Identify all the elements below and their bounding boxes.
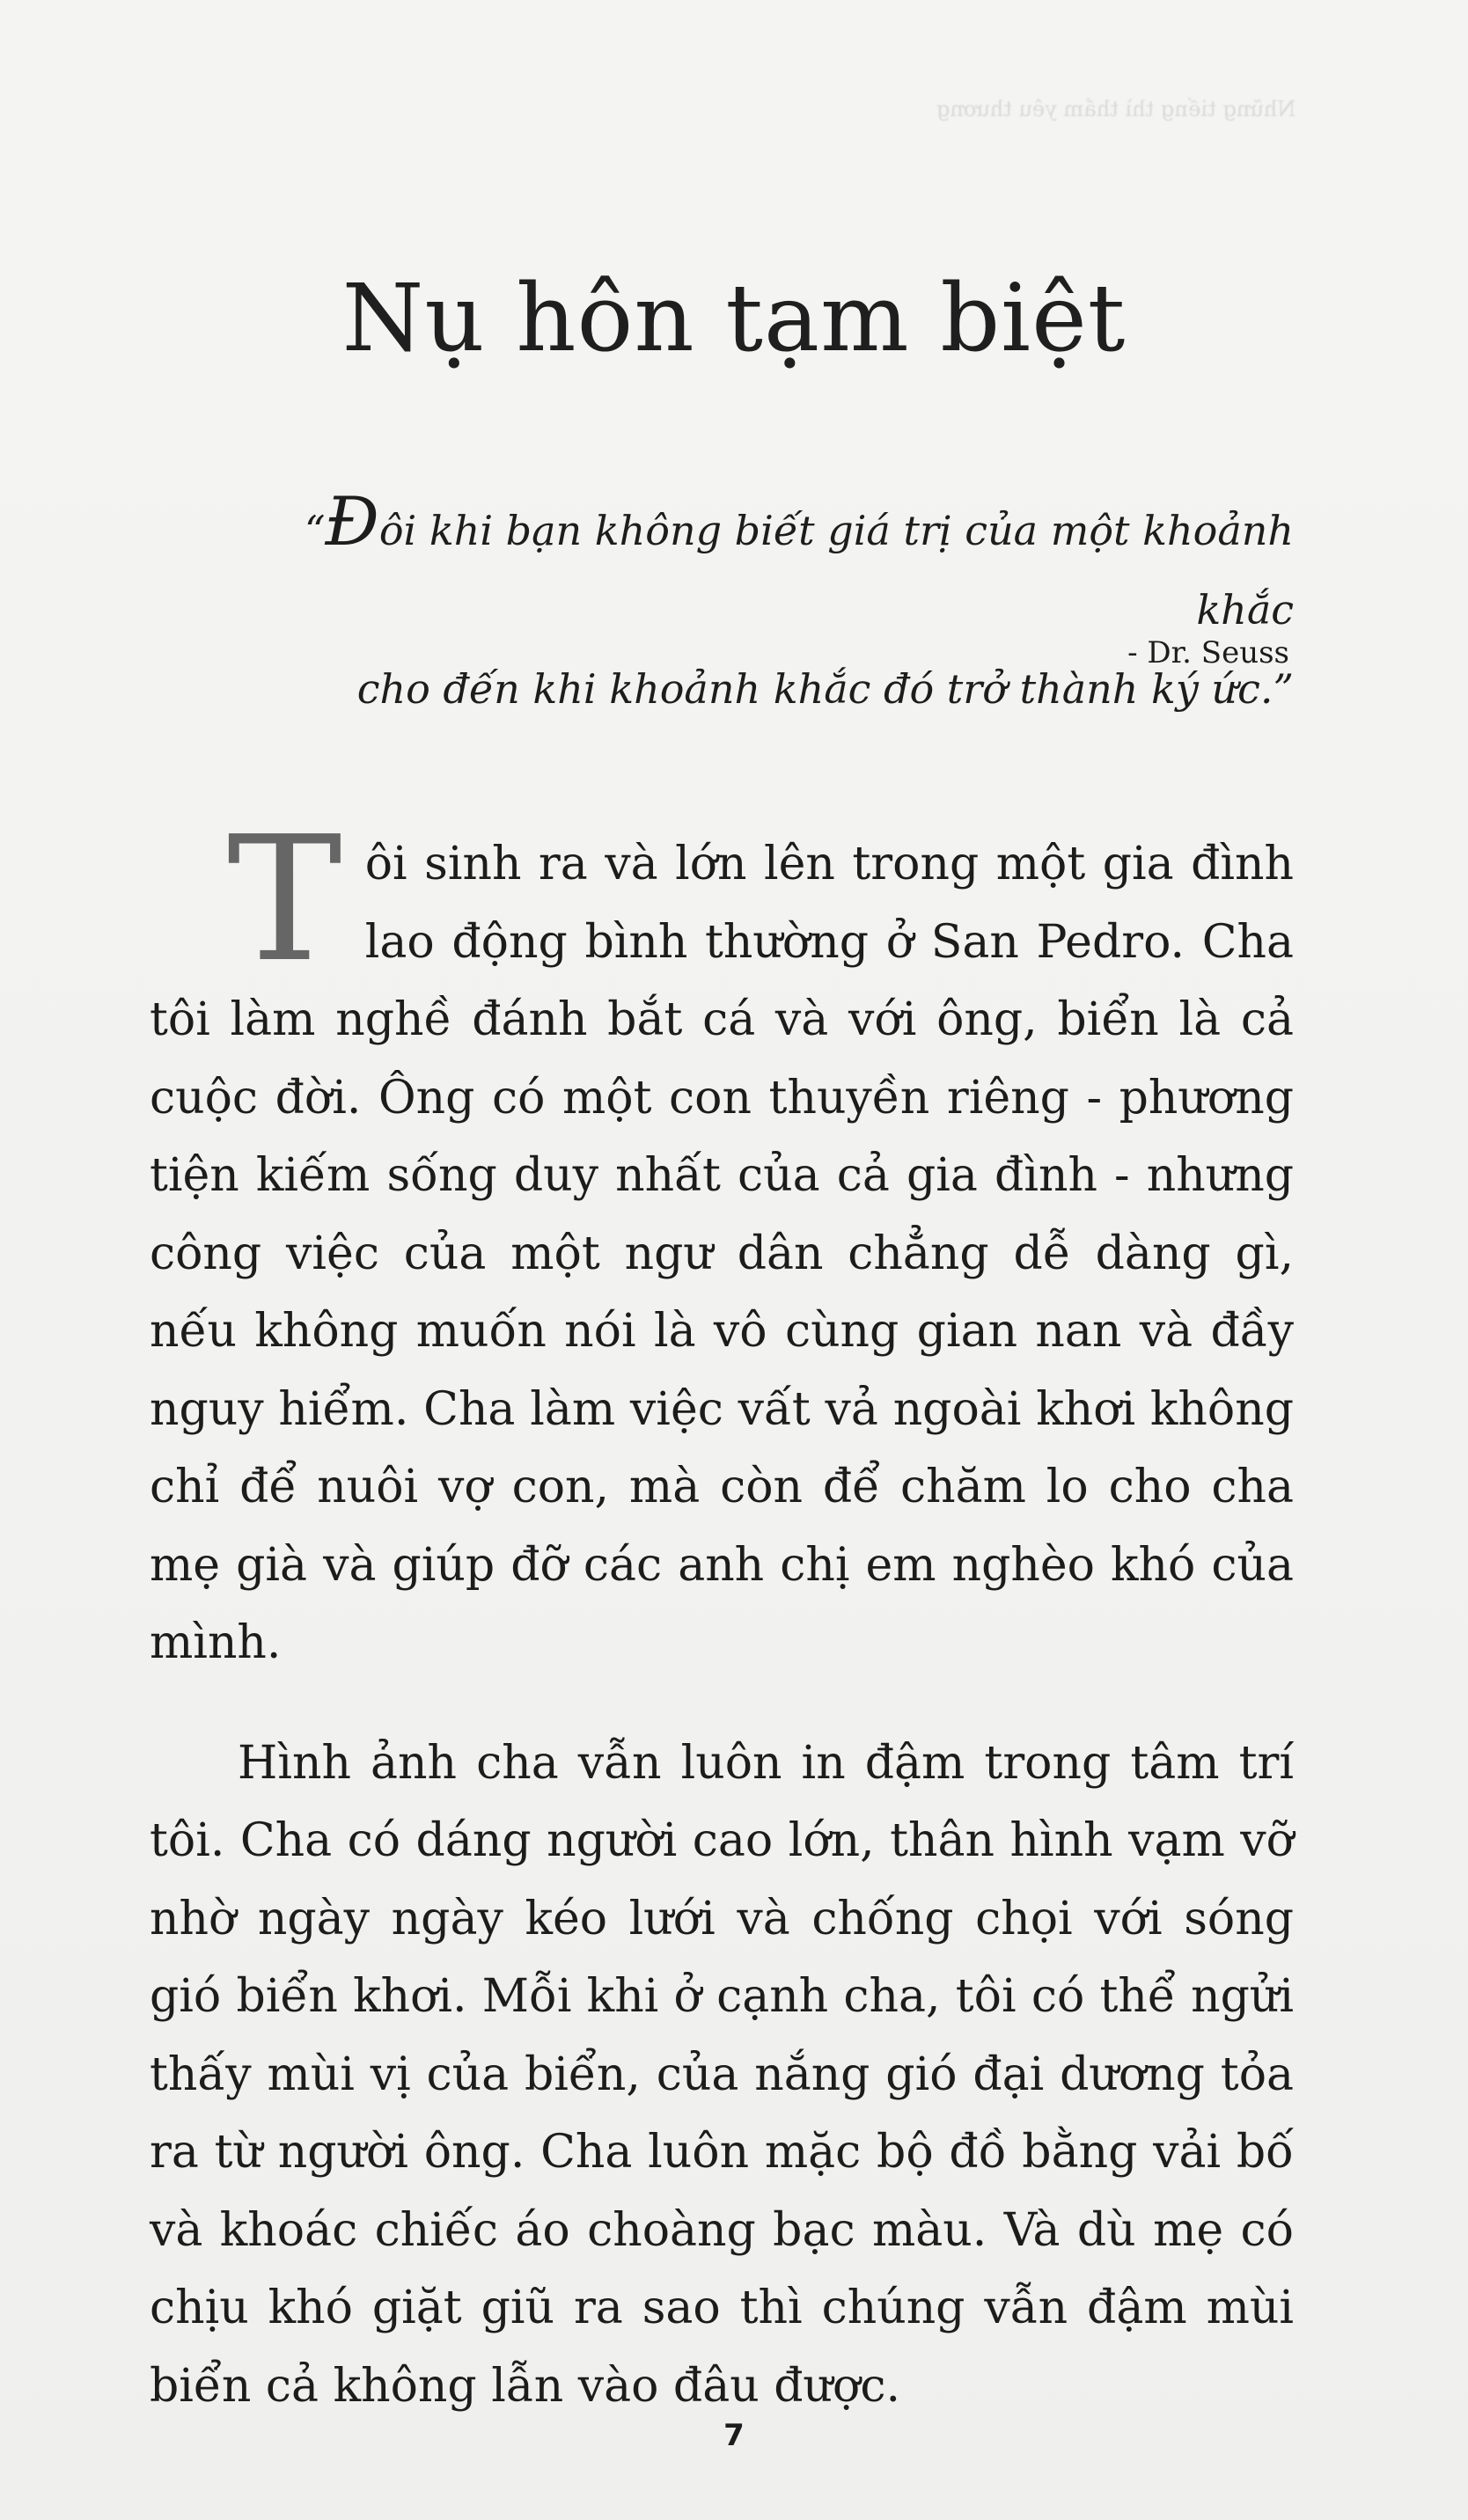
epigraph-line-2: cho đến khi khoảnh khắc đó trở thành ký ức.” (356, 665, 1294, 713)
epigraph-line-1 (211, 482, 1294, 649)
epigraph-line-1-text: ôi khi bạn không biết giá trị của một khoảnh khắc (378, 507, 1294, 634)
running-head: Những tiếng thì thầm yêu thương (936, 97, 1296, 121)
epigraph (211, 482, 1294, 729)
page-number: 7 (723, 2418, 745, 2453)
epigraph-attribution: - Dr. Seuss (1127, 635, 1289, 670)
paragraph-1-text: ôi sinh ra và lớn lên trong một gia đình lao động bình thường ở San Pedro. Cha tôi làm nghề đánh bắt cá và với ông, biển là cả cuộc đời. Ông có một con thuyền riêng - phương tiện kiếm sống duy nhất của cả gia đình - nhưng công việc của một ngư dân chẳng dễ dàng gì, nếu không muốn nói là vô cùng gian nan và đầy nguy hiểm. Cha làm việc vất vả ngoài khơi không chỉ để nuôi vợ con, mà còn để chăm lo cho cha mẹ già và giúp đỡ các anh chị em nghèo khó của mình. (150, 838, 1294, 1669)
paragraph-1 (150, 800, 1294, 1682)
epigraph-open-quote: “ (304, 507, 326, 554)
chapter-title: Nụ hôn tạm biệt (341, 264, 1127, 372)
paragraph-2: Hình ảnh cha vẫn luôn in đậm trong tâm trí tôi. Cha có dáng người cao lớn, thân hình vạm vỡ nhờ ngày ngày kéo lưới và chống chọi với sóng gió biển khơi. Mỗi khi ở cạnh cha, tôi có thể ngửi thấy mùi vị của biển, của nắng gió đại dương tỏa ra từ người ông. Cha luôn mặc bộ đồ bằng vải bố và khoác chiếc áo choàng bạc màu. Và dù mẹ có chịu khó giặt giũ ra sao thì chúng vẫn đậm mùi biển cả không lẫn vào đâu được. (150, 1736, 1294, 2413)
body-text (150, 800, 1294, 2425)
epigraph-initial: Đ (325, 482, 379, 560)
drop-cap: T (227, 800, 342, 1000)
